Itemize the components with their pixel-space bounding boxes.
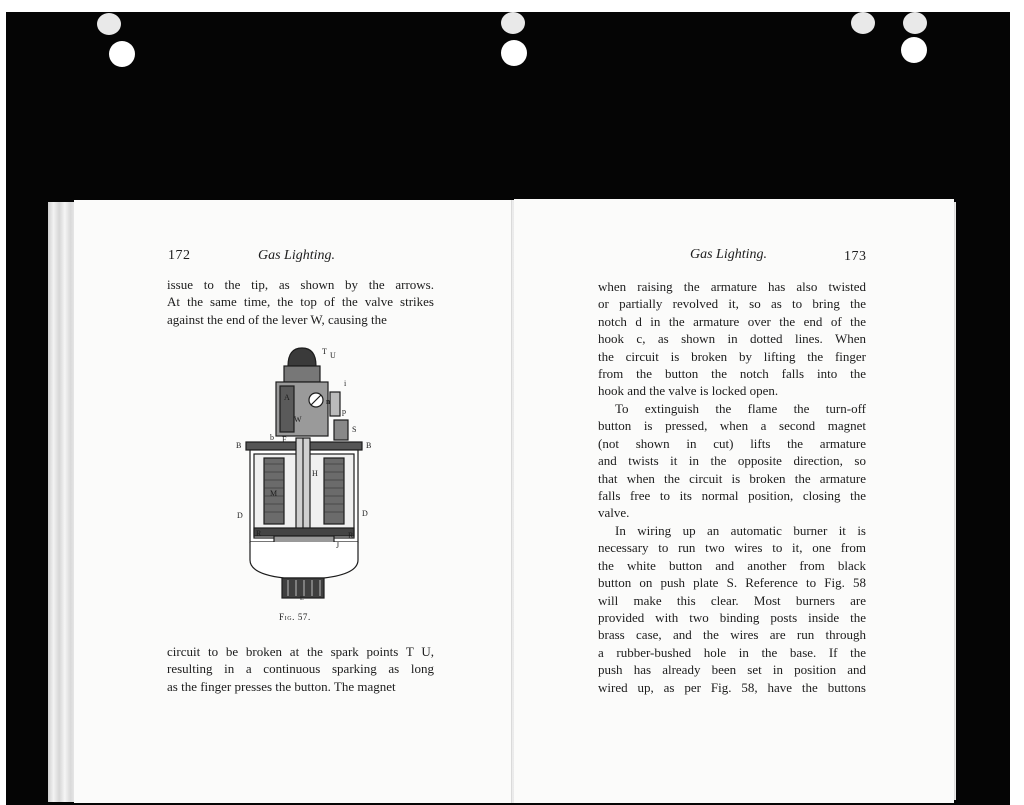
text-line: as the finger presses the button. The magnet (167, 678, 396, 694)
text-line: hook c, as shown in dotted lines. When (598, 331, 866, 347)
punch-hole (501, 40, 527, 66)
figure-label: M (270, 489, 278, 498)
left-page (74, 200, 512, 803)
burner-diagram (234, 342, 384, 600)
figure-label: n (326, 397, 330, 406)
figure-label: b (270, 433, 274, 442)
figure-label: F (282, 435, 287, 444)
figure-label: T (322, 347, 327, 356)
punch-hole (109, 41, 135, 67)
figure-label: D (362, 509, 368, 518)
page-number-right: 173 (844, 249, 867, 264)
figure-label: A (284, 393, 290, 402)
text-line: wired up, as per Fig. 58, have the buttons (598, 679, 866, 695)
text-line: button on push plate S. Reference to Fig. 58 (598, 575, 866, 591)
punch-hole (903, 12, 927, 34)
right-paragraph-1 (598, 278, 866, 400)
text-line: falls free to its normal position, closing the (598, 488, 866, 504)
punch-hole (97, 13, 121, 35)
figure-caption: Fig. 57. (279, 612, 311, 622)
figure-label: U (330, 351, 336, 360)
text-line: will make this clear. Most burners are (598, 592, 866, 608)
figure-label: p (342, 407, 346, 416)
text-line: At the same time, the top of the valve strikes (167, 294, 434, 310)
left-bottom-paragraph (167, 643, 434, 695)
text-line: the circuit is broken by lifting the finger (598, 348, 866, 364)
punch-hole (851, 12, 875, 34)
text-line: a rubber-bushed hole in the base. If the (598, 644, 866, 660)
text-line: that when the circuit is broken the armature (598, 470, 866, 486)
text-line: In wiring up an automatic burner it is (615, 523, 866, 538)
page-edge-stack-left (48, 202, 76, 802)
running-title-right: Gas Lighting. (690, 247, 768, 262)
text-line: notch d in the armature over the end of the (598, 313, 866, 329)
text-line: To extinguish the flame the turn-off (615, 401, 866, 416)
text-line: brass case, and the wires are run through (598, 627, 866, 643)
figure-label: B (236, 441, 242, 450)
page-number-left: 172 (168, 248, 191, 263)
punch-hole (501, 12, 525, 34)
text-line: when raising the armature has also twisted (598, 279, 866, 294)
punch-hole (901, 37, 927, 63)
figure-label: B (366, 441, 372, 450)
right-page (514, 199, 954, 803)
text-line: button is pressed, when a second magnet (598, 418, 866, 434)
figure-label: D (237, 511, 243, 520)
figure-label: H (312, 469, 318, 478)
text-line: circuit to be broken at the spark points T U, (167, 644, 434, 659)
text-line: push has already been set in position and (598, 662, 866, 678)
figure-label: W (294, 415, 302, 424)
text-line: and twists it in the opposite direction, so (598, 453, 866, 469)
figure-57-illustration (234, 342, 384, 600)
figure-label: R (348, 531, 354, 540)
left-top-paragraph (167, 276, 434, 328)
text-line: from the button the notch falls into the (598, 366, 866, 382)
text-line: provided with two binding posts inside the (598, 610, 866, 626)
text-line: necessary to run two wires to it, one from (598, 540, 866, 556)
figure-label: i (344, 379, 347, 388)
text-line: hook and the valve is locked open. (598, 383, 779, 399)
figure-label: E (300, 596, 304, 600)
right-paragraph-2 (598, 400, 866, 522)
figure-label: R (256, 529, 262, 538)
text-line: issue to the tip, as shown by the arrows. (167, 277, 434, 292)
text-line: (not shown in cut) lifts the armature (598, 435, 866, 451)
figure-label: J (336, 541, 340, 550)
text-line: resulting in a continuous sparking as long (167, 661, 434, 677)
figure-label: S (352, 425, 357, 434)
running-title-left: Gas Lighting. (258, 248, 336, 263)
right-paragraph-3 (598, 522, 866, 696)
text-line: the white button and another from black (598, 557, 866, 573)
text-line: valve. (598, 505, 630, 521)
text-line: against the end of the lever W, causing the (167, 311, 387, 327)
text-line: or partially revolved it, so as to bring the (598, 296, 866, 312)
